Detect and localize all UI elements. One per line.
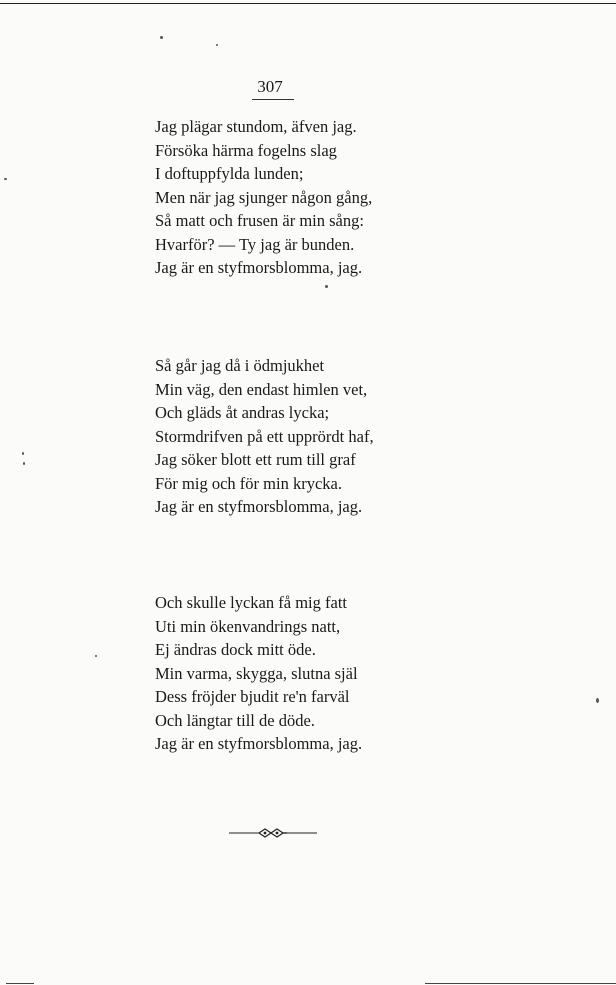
verse-line: Min väg, den endast himlen vet, [155,379,368,399]
scan-speck [596,698,599,703]
verse-refrain: Jag är en styfmorsblomma, jag. [155,734,363,753]
verse-line: Och gläds åt andras lycka; [155,403,330,422]
verse-line: Min varma, skygga, slutna själ [155,663,358,683]
verse-line: Stormdrifven på ett upprördt haf, [155,426,374,446]
scan-speck [22,452,24,455]
verse-refrain: Jag är en styfmorsblomma, jag. [155,497,363,516]
scan-speck [160,36,163,39]
end-ornament-icon [229,825,317,841]
scan-speck [216,44,218,46]
scan-speck [23,462,25,465]
verse-line: Så går jag då i ödmjukhet [155,356,325,375]
scan-speck [95,655,97,657]
scan-speck [325,285,328,288]
page-number-underline [252,99,294,100]
page-number: 307 [257,77,283,96]
verse-line: För mig och för min krycka. [155,473,342,493]
verse-line: Dess fröjder bjudit re'n farväl [155,687,350,706]
verse-line: Uti min ökenvandrings natt, [155,616,341,636]
verse-line: Jag söker blott ett rum till graf [155,450,356,469]
verse-line: Men när jag sjunger någon gång, [155,187,373,207]
verse-refrain: Jag är en styfmorsblomma, jag. [155,258,363,277]
bottom-edge-rule-right [425,983,616,984]
stanza-2 [155,354,445,519]
stanza-3 [155,591,445,756]
verse-line: Ej ändras dock mitt öde. [155,640,316,659]
verse-line: I doftuppfylda lunden; [155,164,304,183]
verse-line: Och längtar till de döde. [155,710,315,730]
verse-line: Så matt och frusen är min sång: [155,211,364,230]
verse-line: Och skulle lyckan få mig fatt [155,593,347,612]
verse-line: Hvarför? — Ty jag är bunden. [155,234,355,254]
stanza-1 [155,115,445,280]
verse-line: Försöka härma fogelns slag [155,140,337,160]
top-edge-rule [0,3,616,4]
bottom-edge-rule-left [6,983,34,984]
scan-speck [4,178,7,180]
verse-line: Jag plägar stundom, äfven jag. [155,117,357,136]
